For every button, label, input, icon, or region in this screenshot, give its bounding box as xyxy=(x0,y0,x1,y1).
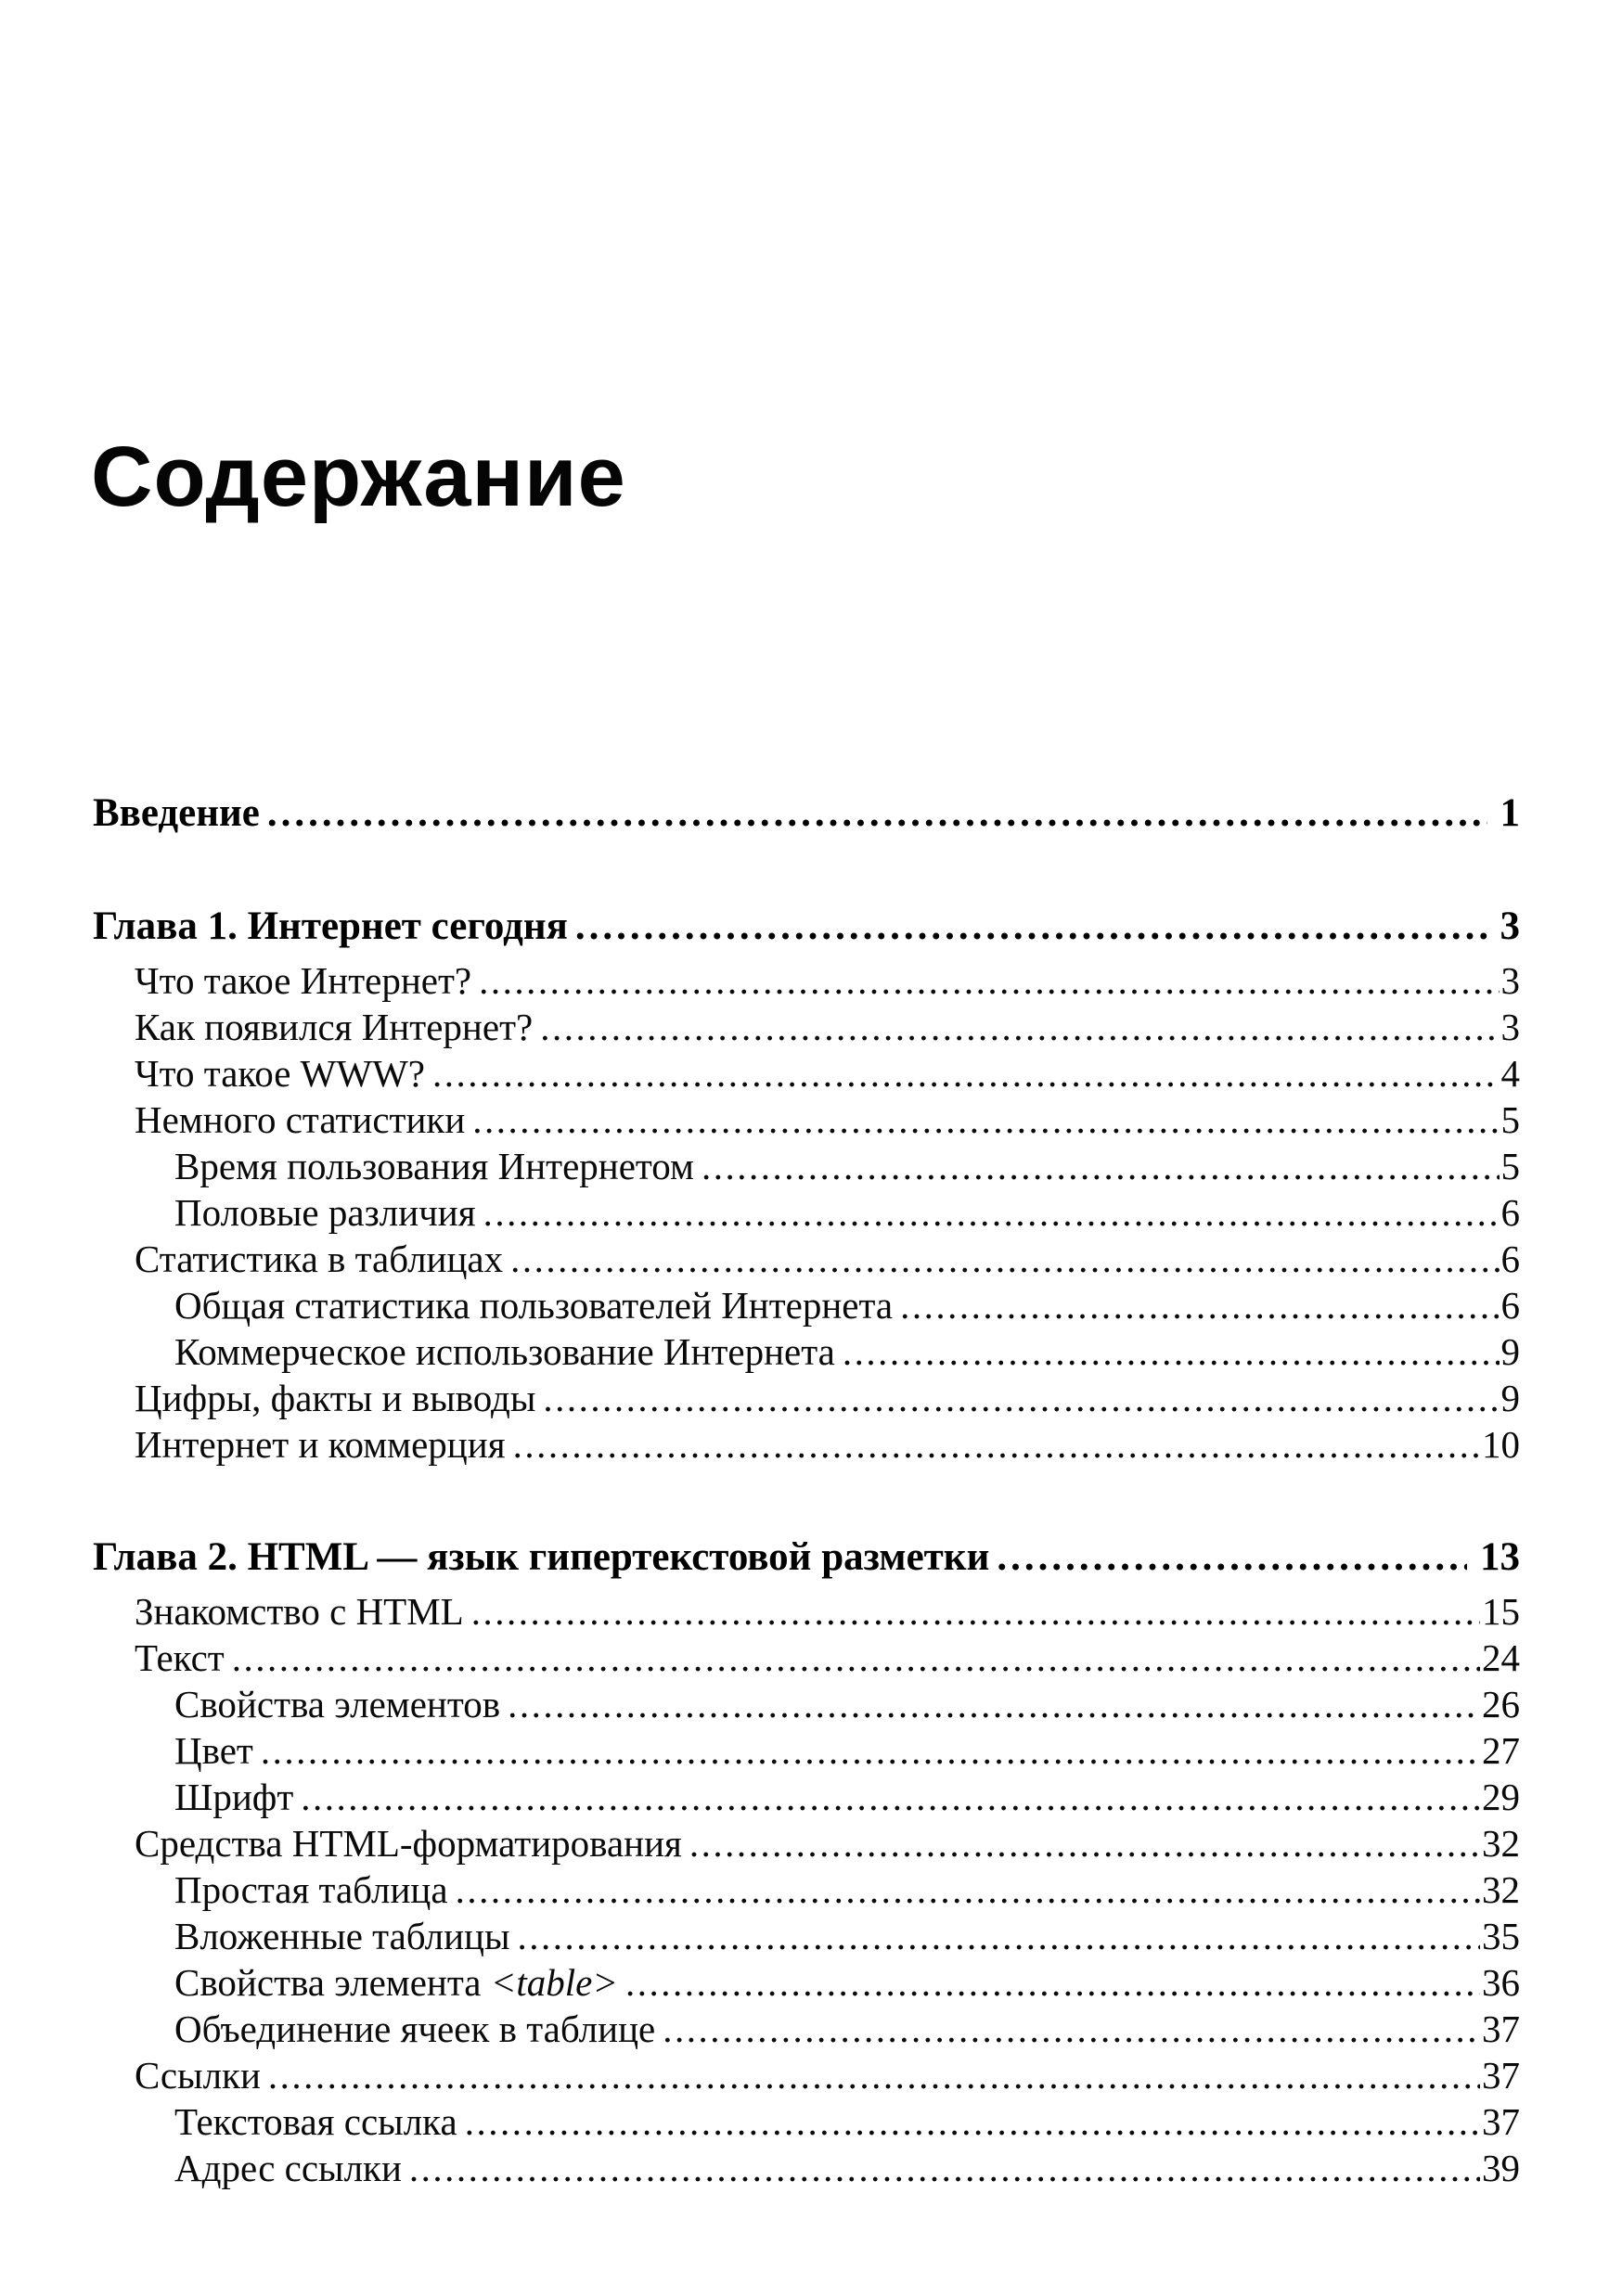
toc-entry xyxy=(93,1375,1520,1421)
dot-leader xyxy=(513,1421,1480,1468)
toc-entry-page-number: 29 xyxy=(1482,1776,1520,1818)
toc-entry-label-text: Текстовая ссылка xyxy=(174,2100,457,2143)
toc-entry-label-text: Что такое WWW? xyxy=(135,1052,425,1095)
toc-entry-label xyxy=(93,1534,989,1581)
toc-entry-page-number: 36 xyxy=(1482,1961,1520,2004)
toc-entry xyxy=(93,1681,1520,1727)
toc-entry-label xyxy=(135,1097,465,1143)
toc-entry-page-number: 10 xyxy=(1482,1423,1520,1466)
toc-entry-label xyxy=(174,1681,500,1727)
toc-entry-label xyxy=(135,1588,464,1635)
toc-entry-label-text: Свойства элементов xyxy=(174,1683,501,1725)
dot-leader xyxy=(663,2006,1480,2052)
dot-leader xyxy=(472,1097,1499,1143)
toc-entry-page-number: 5 xyxy=(1500,1145,1520,1187)
toc-entry-label xyxy=(174,2145,402,2191)
toc-entry-label-italic: <table> xyxy=(490,1961,619,2004)
toc-entry xyxy=(93,1727,1520,1774)
toc-entry xyxy=(93,2098,1520,2145)
dot-leader xyxy=(483,1189,1500,1236)
toc-entry-page-number: 32 xyxy=(1482,1822,1520,1865)
dot-leader xyxy=(997,1534,1467,1581)
toc-list xyxy=(93,790,1520,2191)
dot-leader xyxy=(471,1588,1480,1635)
dot-leader xyxy=(543,1375,1499,1421)
toc-entry-page-number: 3 xyxy=(1500,959,1520,1002)
toc-entry-page-number: 3 xyxy=(1500,1006,1520,1048)
toc-entry xyxy=(93,1774,1520,1820)
dot-leader xyxy=(232,1635,1480,1681)
page-title: Содержание xyxy=(91,429,626,524)
toc-entry-label xyxy=(135,1375,535,1421)
dot-leader xyxy=(540,1004,1499,1050)
toc-entry-page-number: 6 xyxy=(1500,1284,1520,1327)
dot-leader xyxy=(843,1328,1500,1375)
toc-entry-label-text: Введение xyxy=(93,791,260,835)
dot-leader xyxy=(268,2052,1480,2098)
toc-entry xyxy=(93,2145,1520,2191)
toc-entry-label xyxy=(174,1866,448,1913)
dot-leader xyxy=(301,1774,1480,1820)
toc-entry-page-number: 15 xyxy=(1482,1590,1520,1633)
toc-entry-label-text: Простая таблица xyxy=(174,1868,448,1911)
toc-entry-label-text: Знакомство с HTML xyxy=(135,1590,464,1633)
toc-entry xyxy=(93,904,1520,950)
toc-entry xyxy=(93,1421,1520,1468)
toc-entry-page-number: 3 xyxy=(1500,904,1520,948)
toc-entry-page-number: 35 xyxy=(1482,1915,1520,1957)
toc-entry-page-number: 32 xyxy=(1482,1868,1520,1911)
toc-entry-label-text: Вложенные таблицы xyxy=(174,1915,510,1957)
toc-entry-label xyxy=(174,1727,253,1774)
toc-entry-page-number: 9 xyxy=(1500,1377,1520,1419)
dot-leader xyxy=(409,2145,1480,2191)
toc-entry-label-text: Средства HTML-форматирования xyxy=(135,1822,682,1865)
toc-entry xyxy=(93,1004,1520,1050)
toc-entry xyxy=(93,1282,1520,1328)
dot-leader xyxy=(261,1727,1480,1774)
toc-entry-label xyxy=(135,1236,503,1282)
toc-entry-label xyxy=(174,2098,457,2145)
toc-entry xyxy=(93,2006,1520,2052)
dot-leader xyxy=(575,904,1487,950)
toc-entry xyxy=(93,957,1520,1004)
toc-entry-label-text: Глава 1. Интернет сегодня xyxy=(93,904,568,948)
toc-entry-page-number: 37 xyxy=(1482,2054,1520,2097)
toc-entry xyxy=(93,1328,1520,1375)
toc-entry-label xyxy=(174,1959,618,2006)
toc-entry-label-text: Шрифт xyxy=(174,1776,294,1818)
toc-entry-label xyxy=(135,1820,682,1866)
toc-entry xyxy=(93,2052,1520,2098)
toc-entry xyxy=(93,1913,1520,1959)
toc-entry-page-number: 4 xyxy=(1500,1052,1520,1095)
toc-entry-label-text: Адрес ссылки xyxy=(174,2147,402,2189)
toc-entry-label xyxy=(135,1421,506,1468)
toc-entry xyxy=(93,1097,1520,1143)
dot-leader xyxy=(518,1913,1481,1959)
toc-entry-label-text: Как появился Интернет? xyxy=(135,1006,534,1048)
toc-entry-label-text: Половые различия xyxy=(174,1191,476,1234)
toc-entry-label-text: Свойства элемента xyxy=(174,1961,491,2004)
toc-entry-label xyxy=(174,2006,655,2052)
toc-entry-page-number: 6 xyxy=(1500,1238,1520,1280)
toc-entry xyxy=(93,1588,1520,1635)
toc-entry-label-text: Время пользования Интернетом xyxy=(174,1145,694,1187)
toc-entry xyxy=(93,1050,1520,1097)
toc-entry xyxy=(93,1189,1520,1236)
dot-leader xyxy=(456,1866,1480,1913)
toc-entry-label-text: Немного статистики xyxy=(135,1098,466,1141)
toc-entry-label-text: Коммерческое использование Интернета xyxy=(174,1330,835,1373)
dot-leader xyxy=(510,1236,1499,1282)
toc-entry-label-text: Общая статистика пользователей Интернета xyxy=(174,1284,894,1327)
toc-entry-label-text: Глава 2. HTML — язык гипертекстовой разметки xyxy=(93,1535,990,1579)
dot-leader xyxy=(508,1681,1480,1727)
toc-entry-label xyxy=(135,957,471,1004)
toc-entry-page-number: 37 xyxy=(1482,2007,1520,2050)
dot-leader xyxy=(702,1143,1500,1189)
toc-entry-label xyxy=(135,2052,261,2098)
toc-entry xyxy=(93,1143,1520,1189)
toc-entry-label xyxy=(174,1143,694,1189)
toc-entry-label-text: Цвет xyxy=(174,1729,253,1772)
dot-leader xyxy=(479,957,1499,1004)
toc-entry-label xyxy=(174,1328,835,1375)
dot-leader xyxy=(900,1282,1499,1328)
toc-entry-page-number: 24 xyxy=(1482,1636,1520,1679)
toc-entry-label-text: Объединение ячеек в таблице xyxy=(174,2007,656,2050)
toc-entry xyxy=(93,1236,1520,1282)
toc-entry-page-number: 9 xyxy=(1500,1330,1520,1373)
toc-entry-label xyxy=(135,1004,533,1050)
toc-entry xyxy=(93,790,1520,837)
dot-leader xyxy=(465,2098,1480,2145)
toc-entry-label xyxy=(93,790,260,837)
dot-leader xyxy=(432,1050,1500,1097)
toc-entry-page-number: 26 xyxy=(1482,1683,1520,1725)
toc-entry xyxy=(93,1534,1520,1581)
toc-entry xyxy=(93,1820,1520,1866)
toc-entry-label-text: Статистика в таблицах xyxy=(135,1238,504,1280)
toc-entry-label xyxy=(93,904,568,950)
dot-leader xyxy=(689,1820,1480,1866)
toc-entry-page-number: 39 xyxy=(1482,2147,1520,2189)
toc-entry-page-number: 6 xyxy=(1500,1191,1520,1234)
toc-entry-page-number: 27 xyxy=(1482,1729,1520,1772)
toc-entry-label-text: Ссылки xyxy=(135,2054,261,2097)
toc-entry-page-number: 37 xyxy=(1482,2100,1520,2143)
toc-entry xyxy=(93,1635,1520,1681)
toc-entry-label-text: Интернет и коммерция xyxy=(135,1423,506,1466)
toc-entry-page-number: 1 xyxy=(1500,791,1520,835)
toc-entry-label-text: Цифры, факты и выводы xyxy=(135,1377,536,1419)
dot-leader xyxy=(625,1959,1480,2006)
toc-entry-label xyxy=(174,1189,476,1236)
dot-leader xyxy=(267,790,1487,837)
toc-entry xyxy=(93,1866,1520,1913)
toc-entry-label xyxy=(174,1913,510,1959)
toc-entry-label xyxy=(135,1050,425,1097)
toc-entry-label xyxy=(135,1635,225,1681)
toc-entry xyxy=(93,1959,1520,2006)
toc-entry-page-number: 5 xyxy=(1500,1098,1520,1141)
toc-entry-label xyxy=(174,1774,293,1820)
toc-entry-label-text: Текст xyxy=(135,1636,225,1679)
toc-entry-label-text: Что такое Интернет? xyxy=(135,959,472,1002)
toc-entry-label xyxy=(174,1282,893,1328)
toc-entry-page-number: 13 xyxy=(1480,1535,1520,1579)
